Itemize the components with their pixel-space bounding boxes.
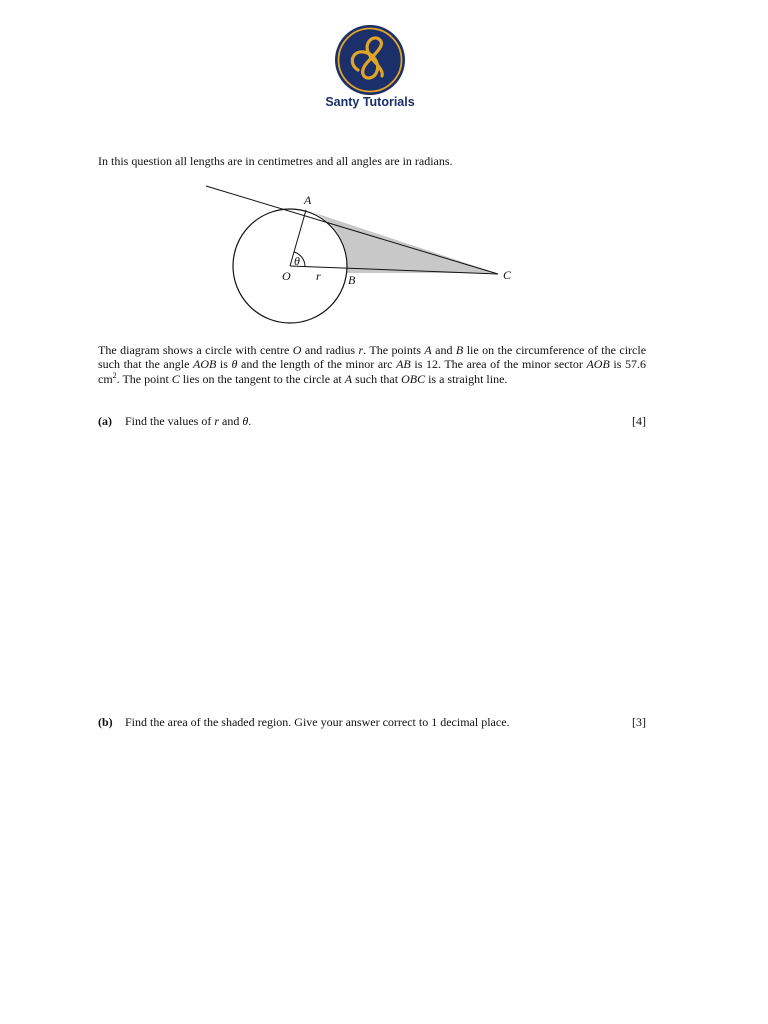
question-a-text: Find the values of r and θ. — [125, 414, 252, 428]
circle-sector-diagram — [198, 178, 528, 330]
question-a-marks: [4] — [632, 414, 646, 428]
label-theta: θ — [294, 254, 300, 268]
label-o: O — [282, 269, 291, 283]
question-a — [98, 414, 646, 430]
label-r: r — [316, 269, 321, 283]
label-a: A — [304, 193, 312, 207]
santy-tutorials-logo — [334, 24, 406, 96]
question-a-label: (a) — [98, 414, 112, 428]
question-b-text: Find the area of the shaded region. Give your answer correct to 1 decimal place. — [125, 715, 510, 729]
shaded-region — [306, 210, 496, 273]
problem-description: The diagram shows a circle with centre O and radius r. The points A and B lie on the circumference of the circle such that the angle AOB is θ and the length of the minor arc AB is 12. The area of the minor sector AOB is 57.6 $cm^2$. The point C lies on the tangent to the circle at A such that OBC is a straight line. — [98, 343, 647, 386]
brand-name: Santy Tutorials — [325, 95, 415, 109]
label-c: C — [503, 268, 512, 282]
label-b: B — [348, 273, 356, 287]
question-b — [98, 715, 646, 731]
question-b-marks: [3] — [632, 715, 646, 729]
question-b-label: (b) — [98, 715, 113, 729]
intro-text: In this question all lengths are in centimetres and all angles are in radians. — [98, 154, 453, 168]
